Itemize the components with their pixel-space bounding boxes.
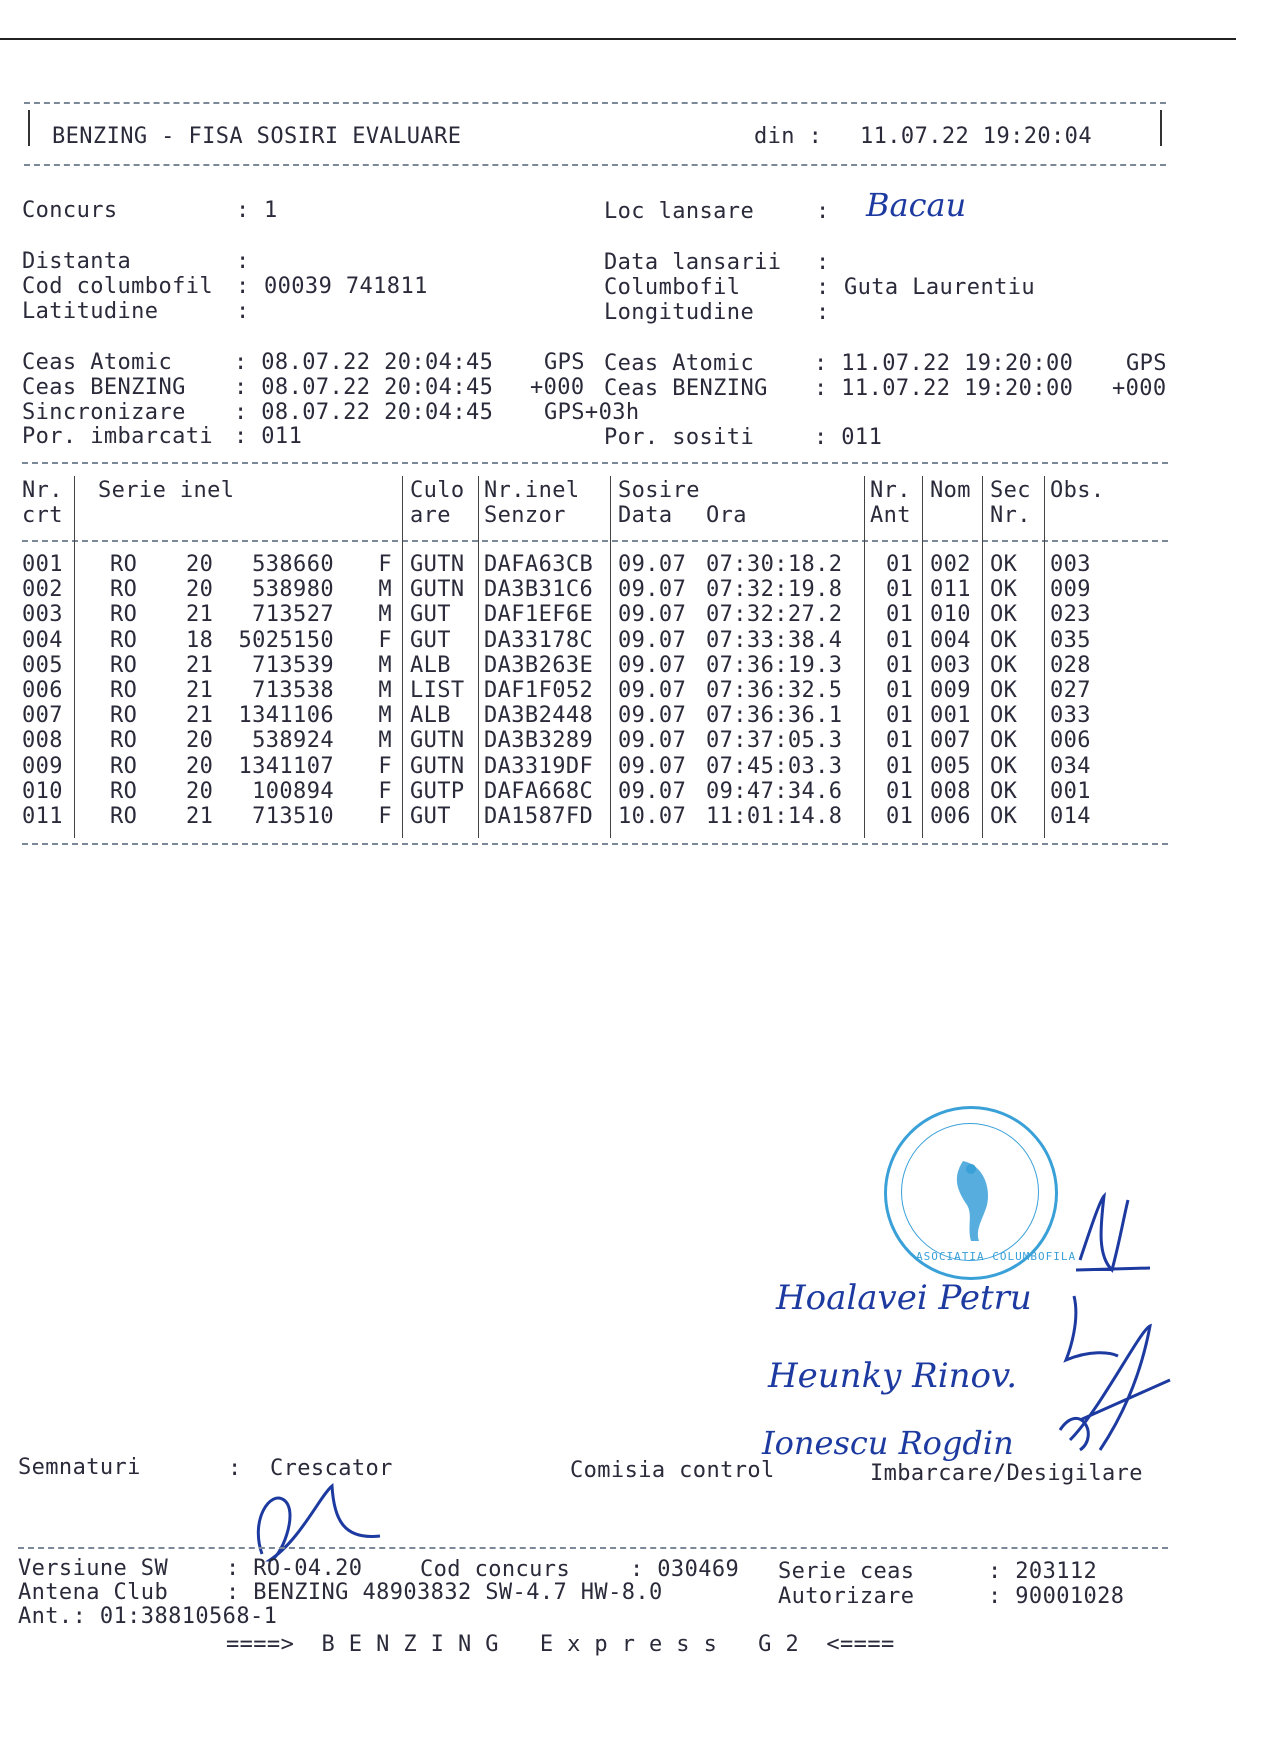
col-sec-header-2: Nr. <box>990 503 1031 528</box>
cell-ora: 07:36:32.5 <box>706 678 843 703</box>
table-row <box>0 728 1276 753</box>
cell-nr: 005 <box>22 652 63 678</box>
cell-senzor: DA1587FD <box>484 804 594 829</box>
ceas-benzing-end-suffix: +000 <box>1112 376 1167 401</box>
cell-sex: F <box>378 627 392 653</box>
columbofil-value: Guta Laurentiu <box>844 275 1036 300</box>
table-row <box>0 754 1276 779</box>
cell-data: 09.07 <box>618 552 687 577</box>
cell-data: 09.07 <box>618 652 687 678</box>
distanta-label: Distanta <box>22 249 132 274</box>
cell-sec: OK <box>990 753 1018 779</box>
col-culoare-header-2: are <box>410 503 451 528</box>
cell-an: 21 <box>186 602 214 628</box>
cell-senzor: DA3B2448 <box>484 703 594 729</box>
cell-sec: OK <box>990 652 1018 678</box>
cell-inel: 538924 <box>252 728 334 754</box>
cell-sex: F <box>378 778 392 804</box>
cell-nom: 006 <box>930 804 971 829</box>
cell-ant: 01 <box>886 753 914 779</box>
signature-name-1: Hoalavei Petru <box>776 1278 1032 1318</box>
table-header-rule <box>22 540 1168 542</box>
stamp-text: ASOCIATIA COLUMBOFILA <box>916 1250 1077 1263</box>
cell-inel: 713527 <box>252 602 334 628</box>
cell-nom: 010 <box>930 602 971 628</box>
cell-obs: 033 <box>1050 703 1091 729</box>
cell-obs: 027 <box>1050 678 1091 703</box>
signature-name-3: Ionescu Rogdin <box>762 1424 1014 1462</box>
table-row <box>0 779 1276 804</box>
cell-obs: 034 <box>1050 753 1091 779</box>
cell-data: 09.07 <box>618 753 687 779</box>
por-sositi-label: Por. sositi <box>604 425 755 450</box>
data-lansarii-sep: : <box>816 250 830 275</box>
cell-senzor: DAF1F052 <box>484 678 594 703</box>
cell-an: 20 <box>186 728 214 754</box>
benzing-express-brand: ====> B E N Z I N G E x p r e s s G 2 <==== <box>226 1632 895 1657</box>
cell-an: 20 <box>186 753 214 779</box>
cell-ant: 01 <box>886 778 914 804</box>
table-bottom-rule <box>22 843 1168 845</box>
cell-tara: RO <box>110 678 138 703</box>
cell-nom: 003 <box>930 652 971 678</box>
col-sosire-header: Sosire <box>618 478 700 503</box>
cell-an: 20 <box>186 552 214 577</box>
cell-obs: 001 <box>1050 778 1091 804</box>
cod-columbofil-label: Cod columbofil <box>22 274 214 299</box>
cell-sec: OK <box>990 703 1018 729</box>
cell-nr: 007 <box>22 703 63 729</box>
signature-name-2: Heunky Rinov. <box>768 1356 1018 1396</box>
concurs-value: 1 <box>264 198 278 223</box>
col-culoare-header-1: Culo <box>410 478 465 503</box>
ceas-benzing-end-label: Ceas BENZING <box>604 376 768 401</box>
antena-label: Antena Club <box>18 1580 169 1605</box>
autorizare-value: : 90001028 <box>988 1584 1125 1609</box>
cell-nom: 007 <box>930 728 971 754</box>
cell-nr: 009 <box>22 753 63 779</box>
cell-tara: RO <box>110 804 138 829</box>
cell-culoare: GUTP <box>410 778 465 804</box>
cell-ora: 07:36:19.3 <box>706 652 843 678</box>
col-senzor-header-2: Senzor <box>484 503 566 528</box>
col-ant-header-2: Ant <box>870 503 911 528</box>
cell-inel: 5025150 <box>238 627 334 653</box>
cell-senzor: DA3B263E <box>484 652 594 678</box>
cell-tara: RO <box>110 652 138 678</box>
cell-sex: M <box>378 602 392 628</box>
ceas-benzing-start-value: : 08.07.22 20:04:45 <box>234 375 494 400</box>
cell-inel: 1341107 <box>238 753 334 779</box>
cell-ora: 07:32:19.8 <box>706 577 843 603</box>
por-imbarcati-value: : 011 <box>234 424 303 449</box>
cell-an: 18 <box>186 627 214 653</box>
col-obs-header: Obs. <box>1050 478 1105 503</box>
cell-nom: 001 <box>930 703 971 729</box>
cell-senzor: DA33178C <box>484 627 594 653</box>
cell-senzor: DA3B31C6 <box>484 577 594 603</box>
table-row <box>0 628 1276 653</box>
cell-tara: RO <box>110 552 138 577</box>
ceas-atomic-start-suffix: GPS <box>544 350 585 375</box>
cell-ora: 07:30:18.2 <box>706 552 843 577</box>
col-ant-header-1: Nr. <box>870 478 911 503</box>
ceas-atomic-end-value: : 11.07.22 19:20:00 <box>814 351 1074 376</box>
col-serie-header: Serie inel <box>98 478 235 503</box>
cell-obs: 003 <box>1050 552 1091 577</box>
table-row <box>0 552 1276 577</box>
cell-ant: 01 <box>886 678 914 703</box>
table-row <box>0 703 1276 728</box>
distanta-sep: : <box>236 249 250 274</box>
ant-line: Ant.: 01:38810568-1 <box>18 1604 278 1629</box>
cell-ora: 11:01:14.8 <box>706 804 843 829</box>
cell-culoare: GUTN <box>410 552 465 577</box>
cell-an: 21 <box>186 678 214 703</box>
cell-ant: 01 <box>886 577 914 603</box>
cell-nr: 010 <box>22 778 63 804</box>
cell-ora: 07:33:38.4 <box>706 627 843 653</box>
cell-ant: 01 <box>886 703 914 729</box>
cell-culoare: GUTN <box>410 753 465 779</box>
cell-culoare: ALB <box>410 652 451 678</box>
versiune-label: Versiune SW <box>18 1556 169 1581</box>
cell-obs: 028 <box>1050 652 1091 678</box>
autorizare-label: Autorizare <box>778 1584 915 1609</box>
columbofil-sep: : <box>816 275 830 300</box>
ceas-benzing-start-label: Ceas BENZING <box>22 375 186 400</box>
cell-inel: 713538 <box>252 678 334 703</box>
page-title: BENZING - FISA SOSIRI EVALUARE <box>52 124 462 149</box>
header-left-bar <box>28 110 30 146</box>
cell-data: 09.07 <box>618 602 687 628</box>
header-right-bar <box>1160 110 1162 146</box>
cell-data: 09.07 <box>618 627 687 653</box>
cell-sex: F <box>378 552 392 577</box>
loc-lansare-label: Loc lansare <box>604 199 755 224</box>
cell-nom: 002 <box>930 552 971 577</box>
cell-nom: 009 <box>930 678 971 703</box>
cell-nr: 011 <box>22 804 63 829</box>
cell-nr: 002 <box>22 577 63 603</box>
cell-sex: M <box>378 728 392 754</box>
cell-culoare: GUT <box>410 602 451 628</box>
cell-data: 09.07 <box>618 577 687 603</box>
cell-data: 09.07 <box>618 728 687 754</box>
serie-ceas-value: : 203112 <box>988 1559 1098 1584</box>
cell-ora: 09:47:34.6 <box>706 778 843 804</box>
cell-nr: 006 <box>22 678 63 703</box>
cell-tara: RO <box>110 778 138 804</box>
cell-ora: 07:36:36.1 <box>706 703 843 729</box>
table-top-rule <box>22 462 1168 464</box>
cell-culoare: GUT <box>410 804 451 829</box>
cell-nom: 008 <box>930 778 971 804</box>
col-senzor-header-1: Nr.inel <box>484 478 580 503</box>
cod-columbofil-sep: : <box>236 274 250 299</box>
ceas-atomic-start-value: : 08.07.22 20:04:45 <box>234 350 494 375</box>
cell-sex: F <box>378 804 392 829</box>
cell-inel: 713539 <box>252 652 334 678</box>
sincronizare-label: Sincronizare <box>22 400 186 425</box>
cell-ant: 01 <box>886 804 914 829</box>
cell-senzor: DA3B3289 <box>484 728 594 754</box>
cell-sex: M <box>378 703 392 729</box>
ceas-atomic-start-label: Ceas Atomic <box>22 350 173 375</box>
cell-senzor: DA3319DF <box>484 753 594 779</box>
latitudine-label: Latitudine <box>22 299 159 324</box>
cell-ant: 01 <box>886 627 914 653</box>
ceas-atomic-end-label: Ceas Atomic <box>604 351 755 376</box>
cell-culoare: ALB <box>410 703 451 729</box>
cell-tara: RO <box>110 577 138 603</box>
serie-ceas-label: Serie ceas <box>778 1559 915 1584</box>
col-nom-header: Nom <box>930 478 971 503</box>
cell-senzor: DAF1EF6E <box>484 602 594 628</box>
cell-sex: F <box>378 753 392 779</box>
imbarcare-label: Imbarcare/Desigilare <box>870 1461 1143 1486</box>
cell-tara: RO <box>110 602 138 628</box>
cell-nr: 004 <box>22 627 63 653</box>
cell-an: 20 <box>186 778 214 804</box>
cell-sec: OK <box>990 678 1018 703</box>
cell-obs: 009 <box>1050 577 1091 603</box>
por-sositi-value: : 011 <box>814 425 883 450</box>
cell-tara: RO <box>110 753 138 779</box>
ceas-benzing-end-value: : 11.07.22 19:20:00 <box>814 376 1074 401</box>
table-row <box>0 577 1276 602</box>
cell-obs: 014 <box>1050 804 1091 829</box>
cell-data: 09.07 <box>618 678 687 703</box>
col-nr-header-2: crt <box>22 503 63 528</box>
cell-nom: 004 <box>930 627 971 653</box>
cell-ant: 01 <box>886 602 914 628</box>
cell-nr: 003 <box>22 602 63 628</box>
cell-sex: M <box>378 577 392 603</box>
cell-tara: RO <box>110 703 138 729</box>
cell-sex: M <box>378 652 392 678</box>
top-rule <box>0 38 1236 40</box>
cell-ora: 07:32:27.2 <box>706 602 843 628</box>
cell-ant: 01 <box>886 652 914 678</box>
cell-an: 21 <box>186 804 214 829</box>
table-row <box>0 678 1276 703</box>
ceas-benzing-start-suffix: +000 <box>530 375 585 400</box>
cell-culoare: LIST <box>410 678 465 703</box>
cell-an: 21 <box>186 703 214 729</box>
cell-culoare: GUTN <box>410 577 465 603</box>
cell-an: 20 <box>186 577 214 603</box>
cod-concurs-value: : 030469 <box>630 1557 740 1582</box>
table-row <box>0 602 1276 627</box>
cell-ant: 01 <box>886 552 914 577</box>
comisia-control-label: Comisia control <box>570 1458 775 1483</box>
col-nr-header-1: Nr. <box>22 478 63 503</box>
semnaturi-label: Semnaturi <box>18 1455 141 1480</box>
crescator-label: Crescator <box>270 1456 393 1481</box>
cell-obs: 006 <box>1050 728 1091 754</box>
latitudine-sep: : <box>236 299 250 324</box>
cell-inel: 100894 <box>252 778 334 804</box>
cell-senzor: DAFA63CB <box>484 552 594 577</box>
cell-sec: OK <box>990 804 1018 829</box>
cell-tara: RO <box>110 728 138 754</box>
cell-culoare: GUTN <box>410 728 465 754</box>
col-sec-header-1: Sec <box>990 478 1031 503</box>
cell-data: 09.07 <box>618 778 687 804</box>
sincronizare-suffix: GPS+03h <box>544 400 640 425</box>
cod-concurs-label: Cod concurs <box>420 1557 571 1582</box>
cell-inel: 1341106 <box>238 703 334 729</box>
cell-an: 21 <box>186 652 214 678</box>
col-sosire-data-header: Data <box>618 503 673 528</box>
cell-inel: 538980 <box>252 577 334 603</box>
cell-culoare: GUT <box>410 627 451 653</box>
cell-sec: OK <box>990 627 1018 653</box>
cell-obs: 023 <box>1050 602 1091 628</box>
cell-senzor: DAFA668C <box>484 778 594 804</box>
cell-sec: OK <box>990 778 1018 804</box>
ceas-atomic-end-suffix: GPS <box>1126 351 1167 376</box>
cell-nom: 011 <box>930 577 971 603</box>
cell-sec: OK <box>990 552 1018 577</box>
cell-ora: 07:45:03.3 <box>706 753 843 779</box>
concurs-label: Concurs <box>22 198 118 223</box>
col-sosire-ora-header: Ora <box>706 503 747 528</box>
cell-sec: OK <box>990 728 1018 754</box>
cell-tara: RO <box>110 627 138 653</box>
sincronizare-value: : 08.07.22 20:04:45 <box>234 400 494 425</box>
cell-sex: M <box>378 678 392 703</box>
cell-data: 10.07 <box>618 804 687 829</box>
longitudine-sep: : <box>816 300 830 325</box>
versiune-value: : RO-04.20 <box>226 1556 363 1581</box>
cell-ora: 07:37:05.3 <box>706 728 843 754</box>
cell-nom: 005 <box>930 753 971 779</box>
cell-sec: OK <box>990 577 1018 603</box>
din-value: 11.07.22 19:20:04 <box>860 124 1092 149</box>
concurs-sep: : <box>236 198 250 223</box>
cell-data: 09.07 <box>618 703 687 729</box>
cell-nr: 008 <box>22 728 63 754</box>
table-row <box>0 804 1276 829</box>
footer-rule <box>18 1547 1168 1549</box>
cell-nr: 001 <box>22 552 63 577</box>
din-label: din : <box>754 124 823 149</box>
loc-lansare-sep: : <box>816 199 830 224</box>
por-imbarcati-label: Por. imbarcati <box>22 424 214 449</box>
columbofil-label: Columbofil <box>604 275 741 300</box>
cell-obs: 035 <box>1050 627 1091 653</box>
cell-sec: OK <box>990 602 1018 628</box>
table-row <box>0 653 1276 678</box>
cod-columbofil-value: 00039 741811 <box>264 274 428 299</box>
cell-inel: 713510 <box>252 804 334 829</box>
semnaturi-sep: : <box>228 1456 242 1481</box>
cell-inel: 538660 <box>252 552 334 577</box>
cell-ant: 01 <box>886 728 914 754</box>
antena-value: : BENZING 48903832 SW-4.7 HW-8.0 <box>226 1580 663 1605</box>
loc-lansare-handwritten: Bacau <box>866 186 967 224</box>
longitudine-label: Longitudine <box>604 300 755 325</box>
data-lansarii-label: Data lansarii <box>604 250 782 275</box>
